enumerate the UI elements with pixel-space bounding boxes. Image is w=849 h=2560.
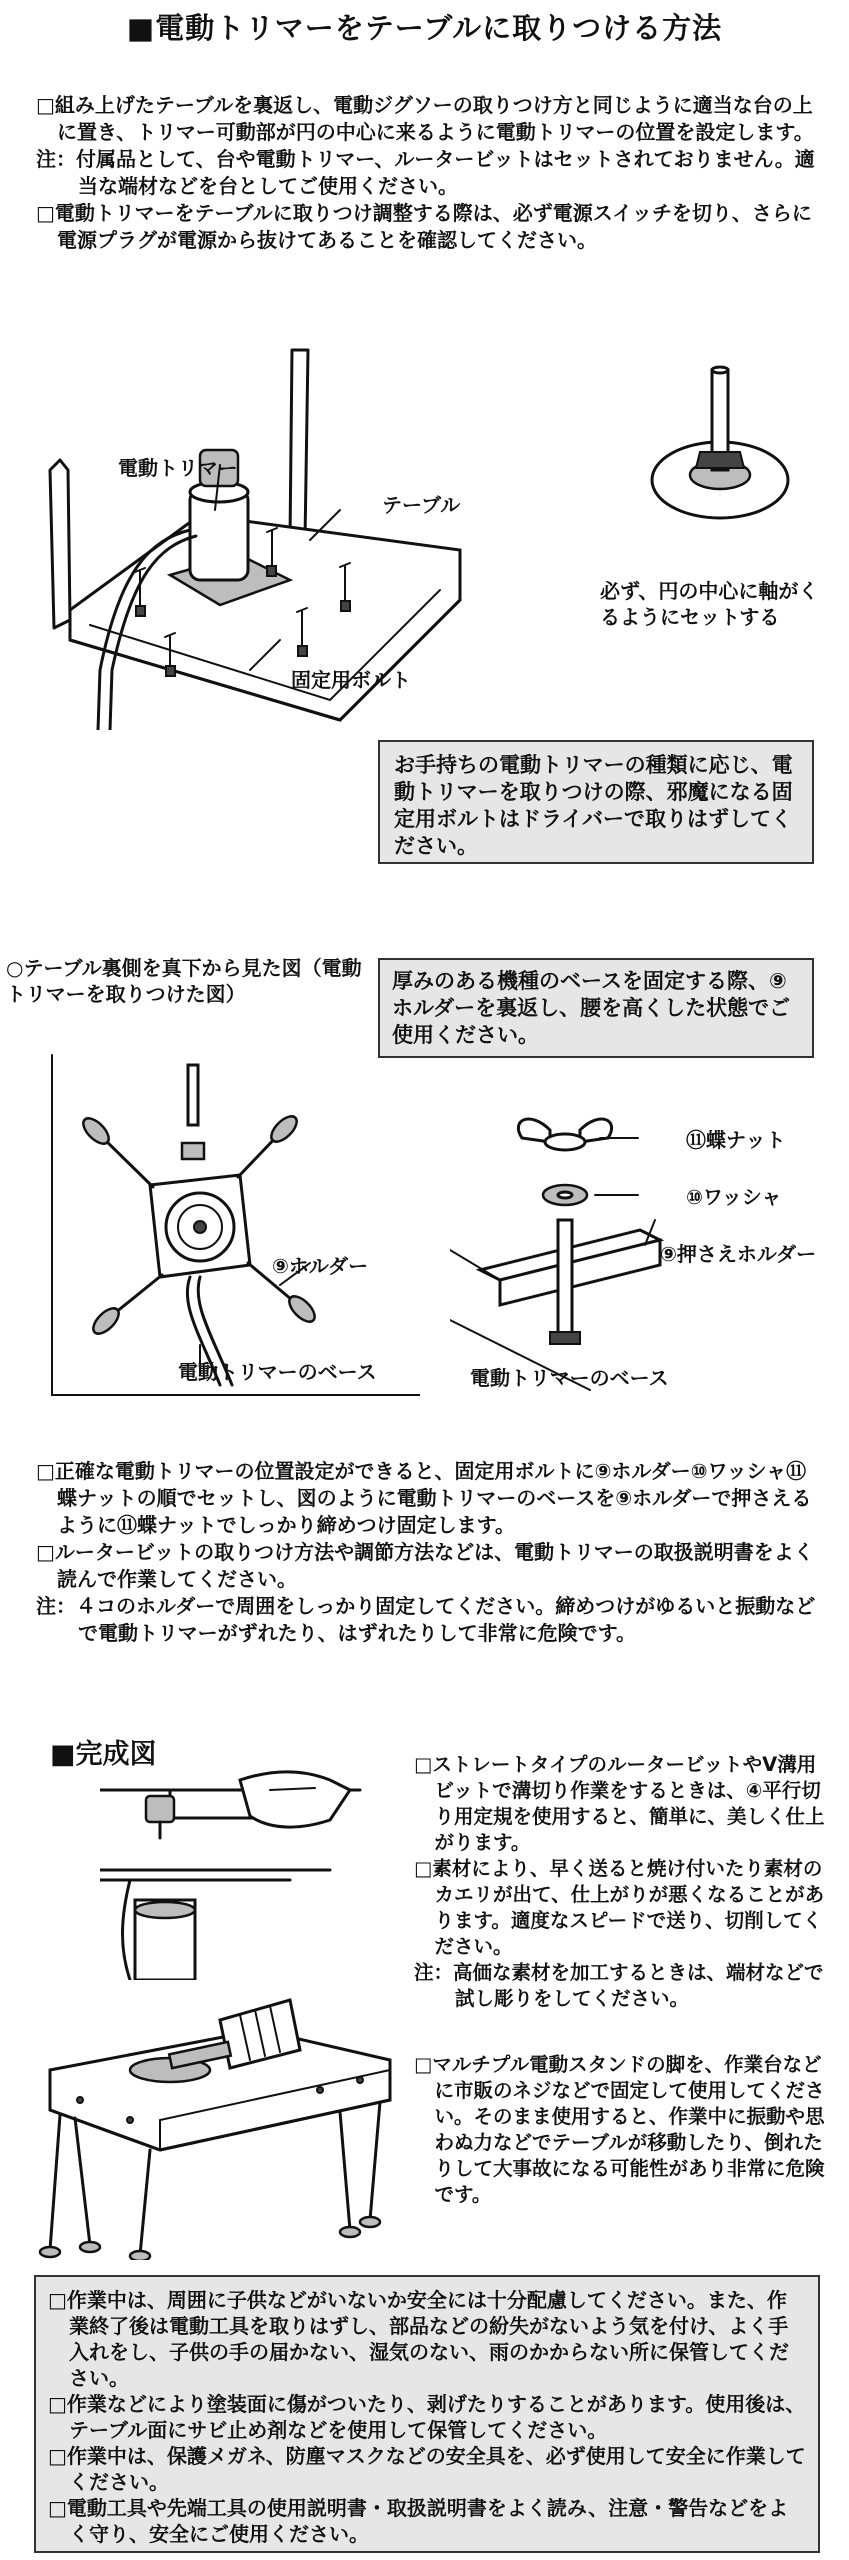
intro-paragraph: □電動トリマーをテーブルに取りつけ調整する際は、必ず電源スイッチを切り、さらに電源プラグが電源から抜けてあることを確認してください。: [36, 201, 812, 252]
middle-text: [36, 1458, 826, 1647]
label-base-right: 電動トリマーのベース: [470, 1366, 669, 1390]
middle-paragraph: □正確な電動トリマーの位置設定ができると、固定用ボルトに⑨ホルダー⑩ワッシャ⑪蝶ナットの順でセットし、図のように電動トリマーのベースを⑨ホルダーで押さえるように⑪蝶ナットでしっかり締めつけ固定します。: [36, 1459, 812, 1537]
completion-text-2: [414, 2052, 834, 2208]
fig2-heading: ○テーブル裏側を真下から見た図（電動トリマーを取りつけた図）: [6, 956, 362, 1006]
label-bolt: 固定用ボルト: [291, 668, 411, 692]
label-center: 必ず、円の中心に軸がくるようにセットする: [600, 579, 819, 629]
label-press-holder: ⑨押さえホルダー: [660, 1242, 817, 1266]
label-trimmer: 電動トリマー: [118, 456, 238, 480]
safety-item: □作業中は、周囲に子供などがいないか安全には十分配慮してください。また、作業終了後は電動工具を取りはずし、部品などの紛失がないよう気を付け、よく手入れをし、子供の手の届かない、湿気のない、雨のかからない所に保管してください。: [48, 2288, 789, 2390]
middle-note: 注：４コのホルダーで周囲をしっかり固定してください。締めつけがゆるいと振動などで電動トリマーがずれたり、はずれたりして非常に危険です。: [36, 1594, 816, 1645]
note-box-remove-bolts: お手持ちの電動トリマーの種類に応じ、電動トリマーを取りつけの際、邪魔になる固定用ボルトはドライバーで取りはずしてください。: [378, 740, 814, 864]
completion-heading: ■完成図: [50, 1739, 157, 1770]
completion-paragraph: □素材により、早く送ると焼け付いたり素材のカエリが出て、仕上がりが悪くなることがあります。適度なスピードで送り、切削してください。: [414, 1857, 825, 1958]
page-title: ■電動トリマーをテーブルに取りつける方法: [126, 11, 723, 45]
completion-paragraph: □ストレートタイプのルータービットやV溝用ビットで溝切り作業をするときは、④平行切り用定規を使用すると、簡単に、美しく仕上がります。: [414, 1753, 825, 1854]
label-table: テーブル: [382, 493, 461, 517]
intro-text: [36, 92, 826, 254]
safety-item: □電動工具や先端工具の使用説明書・取扱説明書をよく読み、注意・警告などをよく守り、安全にご使用ください。: [48, 2496, 789, 2546]
intro-note: 注：付属品として、台や電動トリマー、ルータービットはセットされておりません。適当な端材などを台としてご使用ください。: [36, 147, 815, 198]
safety-item: □作業などにより塗装面に傷がついたり、剥げたりすることがあります。使用後は、テーブル面にサビ止め剤などを使用して保管してください。: [48, 2392, 806, 2442]
hardware-stack-illustration: [450, 1100, 690, 1400]
label-base-left: 電動トリマーのベース: [178, 1360, 377, 1384]
router-cutting-illustration: [100, 1760, 420, 1980]
intro-paragraph: □組み上げたテーブルを裏返し、電動ジグソーの取りつけ方と同じように適当な台の上に置き、トリマー可動部が円の中心に来るように電動トリマーの位置を設定します。: [36, 93, 814, 144]
label-wingnut: ⑪蝶ナット: [686, 1128, 786, 1152]
label-holder: ⑨ホルダー: [272, 1254, 369, 1278]
middle-paragraph: □ルータービットの取りつけ方法や調節方法などは、電動トリマーの取扱説明書をよく読んで作業してください。: [36, 1540, 814, 1591]
note-box-holder: 厚みのある機種のベースを固定する際、⑨ホルダーを裏返し、腰を高くした状態でご使用ください。: [378, 958, 814, 1058]
label-washer: ⑩ワッシャ: [686, 1185, 782, 1209]
completion-note: 注：高価な素材を加工するときは、端材などで試し彫りをしてください。: [414, 1961, 824, 2010]
safety-box: [34, 2275, 820, 2553]
safety-item: □作業中は、保護メガネ、防塵マスクなどの安全具を、必ず使用して安全に作業してください。: [48, 2444, 806, 2494]
center-alignment-illustration: [640, 360, 800, 530]
completion-text-1: [414, 1752, 834, 2012]
completion-paragraph: □マルチプル電動スタンドの脚を、作業台などに市販のネジなどで固定して使用してください。そのまま使用すると、作業中に振動や思わぬ力などでテーブルが移動したり、倒れたりして大事故になる可能性があり非常に危険です。: [414, 2053, 825, 2206]
finished-stand-illustration: [20, 1990, 410, 2260]
